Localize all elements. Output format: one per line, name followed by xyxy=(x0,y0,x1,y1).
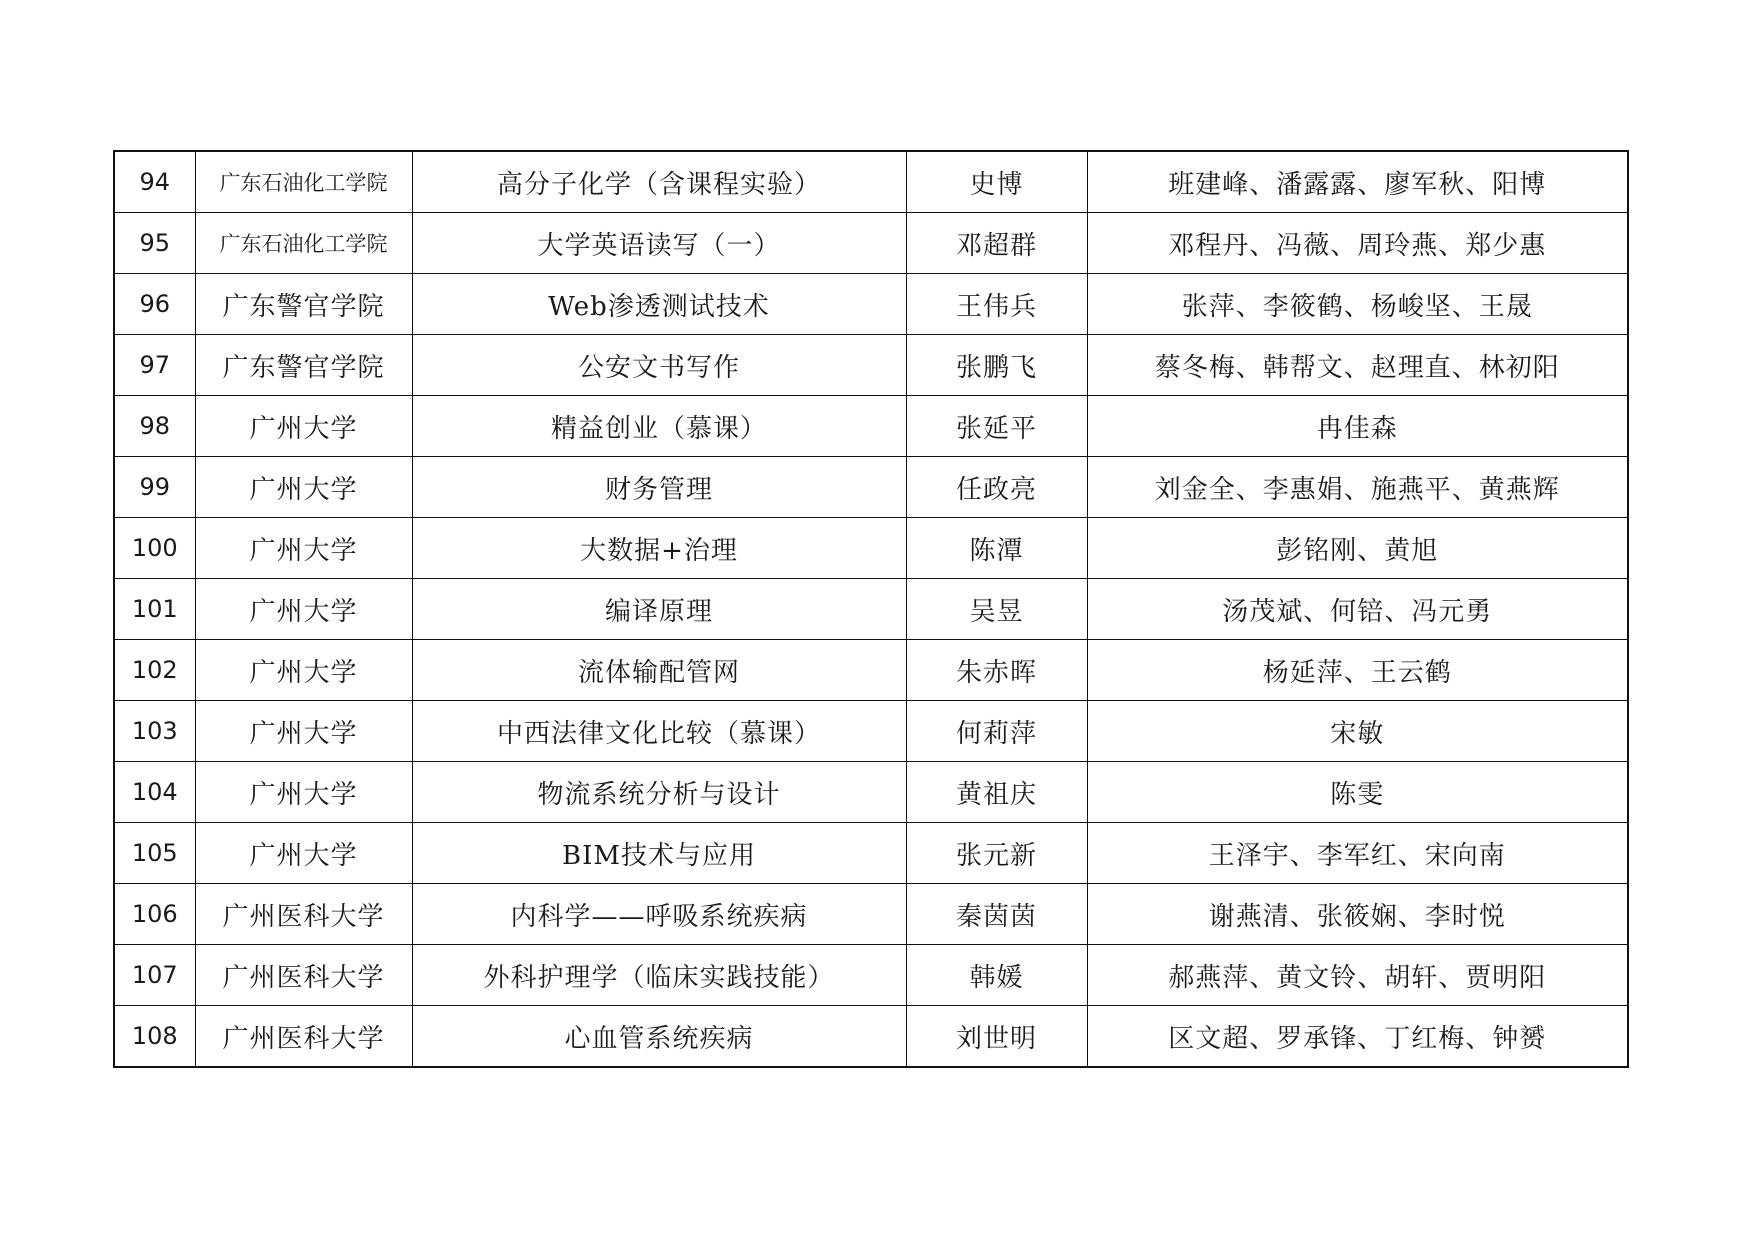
school-name: 广州大学 xyxy=(195,640,412,701)
row-number: 107 xyxy=(114,945,195,1006)
course-leader: 张元新 xyxy=(906,823,1087,884)
table-row xyxy=(114,945,1628,1006)
course-leader: 何莉萍 xyxy=(906,701,1087,762)
team-members: 邓程丹、冯薇、周玲燕、郑少惠 xyxy=(1087,213,1628,274)
school-name: 广州大学 xyxy=(195,579,412,640)
row-number: 105 xyxy=(114,823,195,884)
table-row xyxy=(114,213,1628,274)
school-name: 广州大学 xyxy=(195,518,412,579)
school-name: 广州大学 xyxy=(195,762,412,823)
row-number: 97 xyxy=(114,335,195,396)
table-row xyxy=(114,457,1628,518)
team-members: 宋敏 xyxy=(1087,701,1628,762)
course-name: BIM技术与应用 xyxy=(412,823,906,884)
row-number: 101 xyxy=(114,579,195,640)
course-name: 心血管系统疾病 xyxy=(412,1006,906,1068)
course-name: 公安文书写作 xyxy=(412,335,906,396)
school-name: 广州医科大学 xyxy=(195,884,412,945)
course-name: Web渗透测试技术 xyxy=(412,274,906,335)
team-members: 刘金全、李惠娟、施燕平、黄燕辉 xyxy=(1087,457,1628,518)
table-row xyxy=(114,335,1628,396)
team-members: 郝燕萍、黄文铃、胡轩、贾明阳 xyxy=(1087,945,1628,1006)
team-members: 张萍、李筱鹤、杨峻坚、王晟 xyxy=(1087,274,1628,335)
team-members: 区文超、罗承锋、丁红梅、钟赟 xyxy=(1087,1006,1628,1068)
table-row xyxy=(114,518,1628,579)
course-leader: 张延平 xyxy=(906,396,1087,457)
school-name: 广州大学 xyxy=(195,396,412,457)
row-number: 95 xyxy=(114,213,195,274)
school-name: 广东警官学院 xyxy=(195,335,412,396)
course-leader: 朱赤晖 xyxy=(906,640,1087,701)
course-leader: 秦茵茵 xyxy=(906,884,1087,945)
school-name: 广东石油化工学院 xyxy=(195,213,412,274)
course-leader: 王伟兵 xyxy=(906,274,1087,335)
course-name: 流体输配管网 xyxy=(412,640,906,701)
course-name: 精益创业（慕课） xyxy=(412,396,906,457)
row-number: 103 xyxy=(114,701,195,762)
course-name: 大学英语读写（一） xyxy=(412,213,906,274)
row-number: 94 xyxy=(114,151,195,213)
course-leader: 陈潭 xyxy=(906,518,1087,579)
course-leader: 邓超群 xyxy=(906,213,1087,274)
school-name: 广州大学 xyxy=(195,823,412,884)
table-row xyxy=(114,274,1628,335)
team-members: 蔡冬梅、韩帮文、赵理直、林初阳 xyxy=(1087,335,1628,396)
table-row xyxy=(114,640,1628,701)
school-name: 广东警官学院 xyxy=(195,274,412,335)
course-name: 编译原理 xyxy=(412,579,906,640)
school-name: 广州大学 xyxy=(195,701,412,762)
course-leader: 张鹏飞 xyxy=(906,335,1087,396)
table-row xyxy=(114,701,1628,762)
table-row xyxy=(114,1006,1628,1068)
course-leader: 吴昱 xyxy=(906,579,1087,640)
table-row xyxy=(114,151,1628,213)
school-name: 广州医科大学 xyxy=(195,945,412,1006)
table-row xyxy=(114,579,1628,640)
course-leader: 黄祖庆 xyxy=(906,762,1087,823)
team-members: 杨延萍、王云鹤 xyxy=(1087,640,1628,701)
team-members: 彭铭刚、黄旭 xyxy=(1087,518,1628,579)
course-leader: 史博 xyxy=(906,151,1087,213)
table-row xyxy=(114,823,1628,884)
table-row xyxy=(114,396,1628,457)
school-name: 广州大学 xyxy=(195,457,412,518)
row-number: 104 xyxy=(114,762,195,823)
row-number: 99 xyxy=(114,457,195,518)
course-name: 物流系统分析与设计 xyxy=(412,762,906,823)
row-number: 102 xyxy=(114,640,195,701)
table-row xyxy=(114,762,1628,823)
team-members: 王泽宇、李军红、宋向南 xyxy=(1087,823,1628,884)
course-leader: 刘世明 xyxy=(906,1006,1087,1068)
course-table-body xyxy=(114,151,1628,1067)
course-name: 高分子化学（含课程实验） xyxy=(412,151,906,213)
row-number: 108 xyxy=(114,1006,195,1068)
course-name: 财务管理 xyxy=(412,457,906,518)
course-name: 中西法律文化比较（慕课） xyxy=(412,701,906,762)
course-leader: 韩媛 xyxy=(906,945,1087,1006)
table-row xyxy=(114,884,1628,945)
course-name: 大数据+治理 xyxy=(412,518,906,579)
course-name: 内科学——呼吸系统疾病 xyxy=(412,884,906,945)
school-name: 广东石油化工学院 xyxy=(195,151,412,213)
course-table xyxy=(113,150,1629,1068)
team-members: 谢燕清、张筱娴、李时悦 xyxy=(1087,884,1628,945)
team-members: 陈雯 xyxy=(1087,762,1628,823)
team-members: 汤茂斌、何锫、冯元勇 xyxy=(1087,579,1628,640)
course-name: 外科护理学（临床实践技能） xyxy=(412,945,906,1006)
row-number: 98 xyxy=(114,396,195,457)
row-number: 96 xyxy=(114,274,195,335)
team-members: 冉佳森 xyxy=(1087,396,1628,457)
course-leader: 任政亮 xyxy=(906,457,1087,518)
row-number: 106 xyxy=(114,884,195,945)
school-name: 广州医科大学 xyxy=(195,1006,412,1068)
team-members: 班建峰、潘露露、廖军秋、阳博 xyxy=(1087,151,1628,213)
row-number: 100 xyxy=(114,518,195,579)
